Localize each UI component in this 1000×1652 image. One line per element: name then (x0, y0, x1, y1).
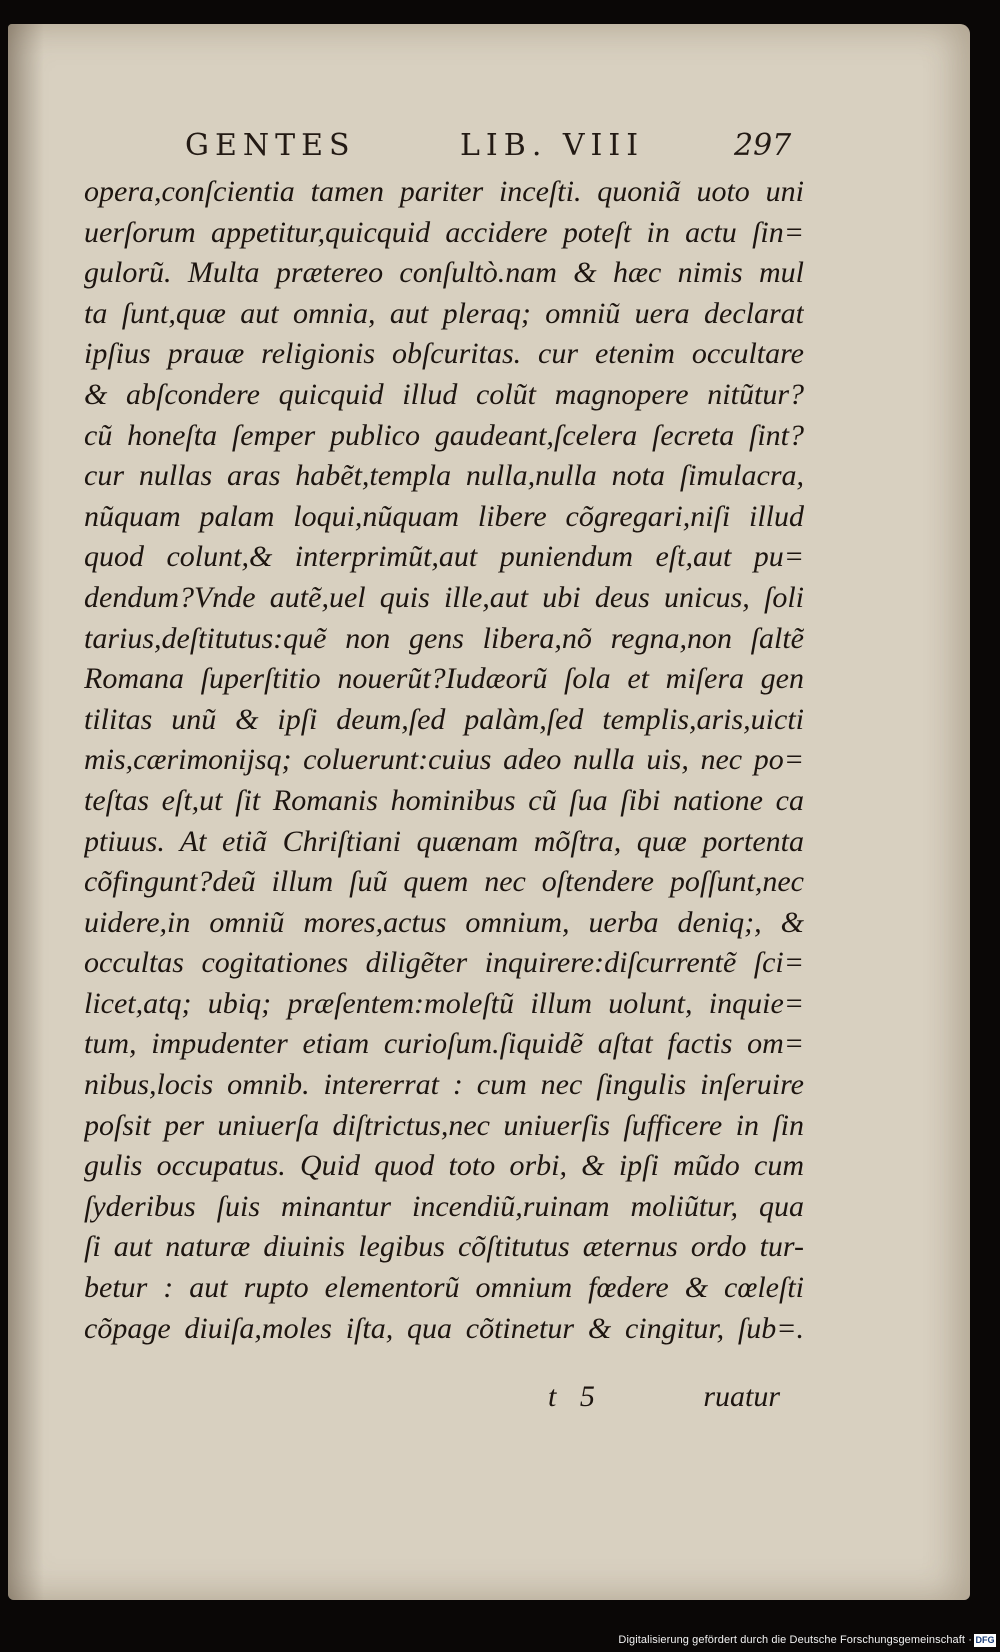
text-line: ta ſunt,quæ aut omnia, aut pleraq; omniũ uera declarat (84, 296, 804, 330)
text-line: mis,cærimonijsq; coluerunt:cuius adeo nulla uis, nec po= (84, 743, 804, 777)
text-line: occultas cogitationes diligẽter inquirere:diſcurrentẽ ſci= (84, 946, 804, 980)
text-line: licet,atq; ubiq; præſentem:moleſtũ illum uolunt, inquie= (84, 986, 804, 1020)
text-line: ipſius prauæ religionis obſcuritas. cur etenim occultare (84, 337, 804, 371)
catchword: ruatur (703, 1380, 780, 1413)
running-head-book: LIB. VIII (460, 128, 645, 163)
digitization-credit: Digitalisierung gefördert durch die Deutsche Forschungsgemeinschaft · (618, 1634, 972, 1646)
text-line: gulorũ. Multa prætereo conſultò.nam & hæc nimis mul (84, 256, 804, 290)
text-line: tarius,deſtitutus:quẽ non gens libera,nõ regna,non ſaltẽ (84, 621, 804, 655)
text-line: nũquam palam loqui,nũquam libere cõgregari,niſi illud (84, 499, 804, 533)
text-line: opera,conſcientia tamen pariter inceſti. quoniã uoto uni (84, 175, 804, 208)
text-line: ſi aut naturæ diuinis legibus cõſtitutus æternus ordo tur- (84, 1230, 804, 1264)
text-line: ſyderibus ſuis minantur incendiũ,ruinam moliũtur, qua (84, 1189, 804, 1223)
text-line: poſsit per uniuerſa diſtrictus,nec uniuerſis ſufficere in ſin (84, 1108, 804, 1142)
page-number: 297 (734, 128, 792, 163)
catchword-line (548, 1380, 780, 1420)
dfg-logo: DFG (975, 1635, 995, 1645)
body-text (84, 172, 804, 1349)
signature-mark: t 5 (548, 1380, 603, 1413)
running-head (185, 108, 805, 163)
text-line: uerſorum appetitur,quicquid accidere poteſt in actu ſin= (84, 215, 804, 249)
text-line: cur nullas aras habẽt,templa nulla,nulla nota ſimulacra, (84, 459, 804, 493)
text-line: betur : aut rupto elementorũ omnium fœdere & cœleſti (84, 1271, 804, 1305)
text-line: & abſcondere quicquid illud colũt magnopere nitũtur? (84, 377, 804, 411)
text-line: Romana ſuperſtitio nouerũt?Iudæorũ ſola et miſera gen (84, 662, 804, 696)
text-line: gulis occupatus. Quid quod toto orbi, & ipſi mũdo cum (84, 1149, 804, 1183)
text-line: cõpage diuiſa,moles iſta, qua cõtinetur & cingitur, ſub=. (84, 1311, 804, 1345)
text-line: uidere,in omniũ mores,actus omnium, uerba deniq;, & (84, 905, 804, 939)
text-line: teſtas eſt,ut ſit Romanis hominibus cũ ſua ſibi natione ca (84, 783, 804, 817)
text-line: cõfingunt?deũ illum ſuũ quem nec oſtendere poſſunt,nec (84, 865, 804, 899)
text-line: tilitas unũ & ipſi deum,ſed palàm,ſed templis,aris,uicti (84, 702, 804, 736)
text-line: cũ honeſta ſemper publico gaudeant,ſcelera ſecreta ſint? (84, 418, 804, 452)
text-line: quod colunt,& interprimũt,aut puniendum eſt,aut pu= (84, 540, 804, 574)
text-line: dendum?Vnde autẽ,uel quis ille,aut ubi deus unicus, ſoli (84, 580, 804, 614)
running-head-title: GENTES (185, 128, 356, 163)
text-line: nibus,locis omnib. intererrat : cum nec ſingulis inſeruire (84, 1068, 804, 1102)
text-line: ptiuus. At etiã Chriſtiani quænam mõſtra, quæ portenta (84, 824, 804, 858)
text-line: tum, impudenter etiam curioſum.ſiquidẽ aſtat factis om= (84, 1027, 804, 1061)
